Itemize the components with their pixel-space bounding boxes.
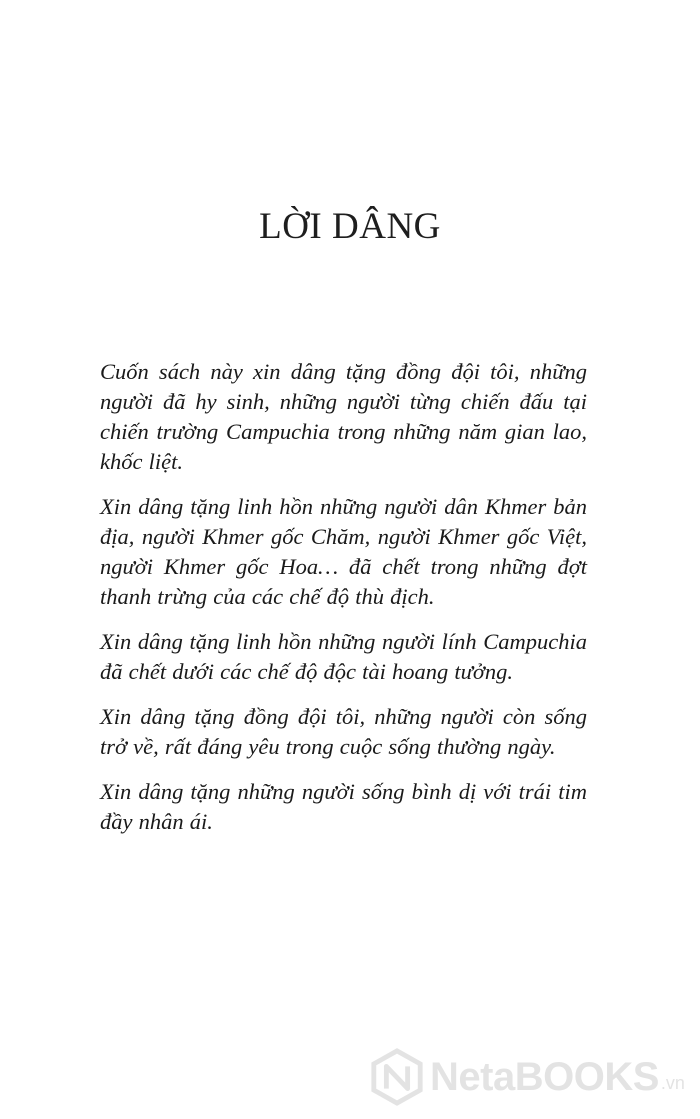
page-title: LỜI DÂNG [259, 206, 441, 247]
watermark-brand: NetaBOOKS [430, 1054, 659, 1099]
netabooks-watermark [368, 1043, 688, 1111]
netabooks-logo-icon [368, 1048, 426, 1106]
dedication-paragraph-3: Xin dâng tặng linh hồn những người lính Campuchia đã chết dưới các chế độ độc tài hoang tưởng. [100, 629, 587, 684]
dedication-paragraph-4: Xin dâng tặng đồng đội tôi, những người còn sống trở về, rất đáng yêu trong cuộc sống thường ngày. [100, 704, 587, 759]
dedication-paragraph-2: Xin dâng tặng linh hồn những người dân Khmer bản địa, người Khmer gốc Chăm, người Khmer gốc Việt, người Khmer gốc Hoa… đã chết trong những đợt thanh trừng của các chế độ thù địch. [100, 494, 587, 609]
dedication-paragraph-5: Xin dâng tặng những người sống bình dị với trái tim đầy nhân ái. [100, 779, 587, 834]
dedication-body [100, 357, 587, 852]
watermark-suffix: .vn [660, 1072, 685, 1093]
dedication-paragraph-1: Cuốn sách này xin dâng tặng đồng đội tôi, những người đã hy sinh, những người từng chiến đấu tại chiến trường Campuchia trong những năm gian lao, khốc liệt. [100, 359, 587, 474]
